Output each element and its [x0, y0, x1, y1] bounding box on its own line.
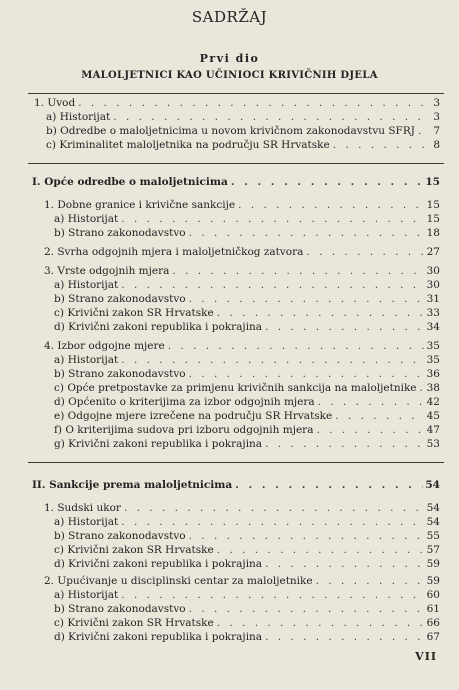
toc-entry[interactable]: c) Krivični zakon SR Hrvatske . . . 66 [54, 617, 440, 630]
toc-entry[interactable]: a) Historijat . . . 54 [54, 516, 440, 529]
toc-entry[interactable]: g) Krivični zakoni republika i pokrajina . . . 53 [54, 438, 440, 451]
toc-entry[interactable]: c) Kriminalitet maloljetnika na području SR Hrvatske . . . 8 [46, 139, 440, 152]
toc-entry[interactable]: c) Krivični zakon SR Hrvatske . . . 57 [54, 544, 440, 557]
toc-entry[interactable]: 4. Izbor odgojne mjere . . . 35 [44, 340, 440, 353]
toc-entry[interactable]: d) Krivični zakoni republika i pokrajina . . . 59 [54, 558, 440, 571]
toc-entry[interactable]: a) Historijat . . . 30 [54, 279, 440, 292]
toc-entry[interactable]: c) Krivični zakon SR Hrvatske . . . 33 [54, 307, 440, 320]
toc-entry[interactable]: e) Odgojne mjere izrečene na području SR Hrvatske . . . 45 [54, 410, 440, 423]
toc-entry[interactable]: d) Krivični zakoni republika i pokrajina . . . 34 [54, 321, 440, 334]
toc-entry[interactable]: b) Strano zakonodavstvo . . . 31 [54, 293, 440, 306]
toc-entry[interactable]: a) Historijat . . . 15 [54, 213, 440, 226]
toc-entry[interactable]: a) Historijat . . . 3 [46, 111, 440, 124]
toc-entry[interactable]: b) Strano zakonodavstvo . . . 61 [54, 603, 440, 616]
toc-entry[interactable]: f) O kriterijima sudova pri izboru odgojnih mjera . . . 47 [54, 424, 440, 437]
toc-entry[interactable]: b) Strano zakonodavstvo . . . 18 [54, 227, 440, 240]
toc-entry[interactable]: 1. Uvod . . . 3 [34, 97, 440, 110]
toc-entry[interactable]: b) Strano zakonodavstvo . . . 55 [54, 530, 440, 543]
page-title: SADRŽAJ [191, 8, 268, 26]
toc-entry[interactable]: 2. Upućivanje u disciplinski centar za maloljetnike . . . 59 [44, 575, 440, 588]
toc-entry[interactable]: a) Historijat . . . 35 [54, 354, 440, 367]
toc-entry[interactable]: 2. Svrha odgojnih mjera i maloljetničkog zatvora . . . 27 [44, 246, 440, 259]
toc-entry[interactable]: 1. Dobne granice i krivične sankcije . . . 15 [44, 199, 440, 212]
toc-entry[interactable]: b) Odredbe o maloljetnicima u novom krivičnom zakonodavstvu SFRJ . . . 7 [46, 125, 440, 138]
toc-section[interactable]: I. Opće odredbe o maloljetnicima . . . 15 [32, 176, 440, 189]
toc-entry[interactable]: d) Krivični zakoni republika i pokrajina . . . 67 [54, 631, 440, 644]
toc-entry[interactable]: 1. Sudski ukor . . . 54 [44, 502, 440, 515]
part-subtitle: MALOLJETNICI KAO UČINIOCI KRIVIČNIH DJELA [81, 70, 378, 81]
toc-entry[interactable]: d) Općenito o kriterijima za izbor odgojnih mjera . . . 42 [54, 396, 440, 409]
toc-section[interactable]: II. Sankcije prema maloljetnicima . . . 54 [32, 479, 440, 492]
page-number: VII [415, 650, 437, 663]
toc-entry[interactable]: a) Historijat . . . 60 [54, 589, 440, 602]
toc-entry[interactable]: c) Opće pretpostavke za primjenu krivičnih sankcija na maloljetnike . . . 38 [54, 382, 440, 395]
toc-entry[interactable]: 3. Vrste odgojnih mjera . . . 30 [44, 265, 440, 278]
part-title: Prvi dio [199, 52, 260, 65]
toc-entry[interactable]: b) Strano zakonodavstvo . . . 36 [54, 368, 440, 381]
